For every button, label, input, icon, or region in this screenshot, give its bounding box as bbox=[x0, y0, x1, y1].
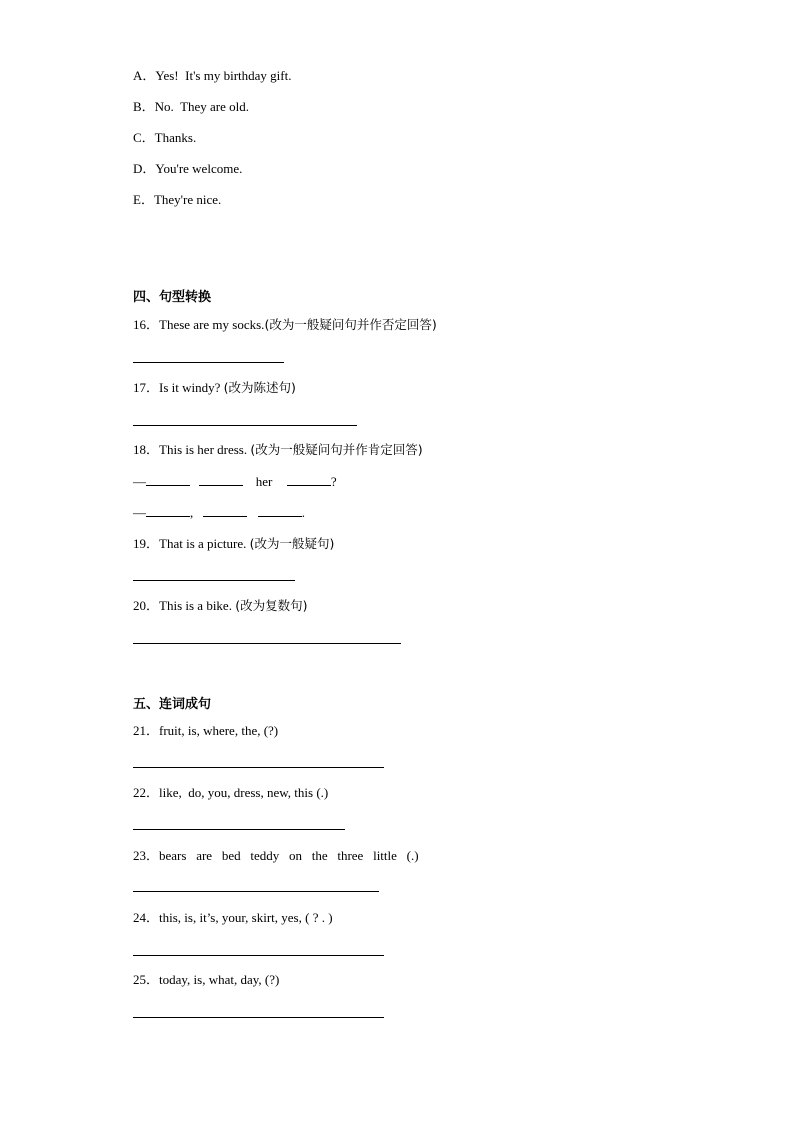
question-21 bbox=[133, 723, 278, 739]
question-text: This is her dress. bbox=[159, 442, 251, 457]
question-number: 23． bbox=[133, 848, 160, 863]
answer-line-20[interactable] bbox=[133, 643, 401, 644]
option-letter: D． bbox=[133, 161, 156, 176]
dash: — bbox=[133, 474, 146, 489]
question-instruction: (改为一般疑问句并作肯定回答) bbox=[250, 442, 423, 457]
question-17 bbox=[133, 380, 296, 396]
option-letter: A． bbox=[133, 68, 156, 83]
answer-18-reply-row bbox=[133, 504, 305, 521]
question-text: bears are bed teddy on the three little (.) bbox=[159, 848, 419, 863]
option-letter: B． bbox=[133, 99, 155, 114]
question-23 bbox=[133, 848, 419, 864]
question-mark: ? bbox=[330, 474, 337, 489]
question-number: 19． bbox=[133, 536, 160, 551]
blank-18e[interactable] bbox=[203, 504, 247, 517]
question-text: this, is, it’s, your, skirt, yes, ( ? . ) bbox=[159, 910, 333, 925]
question-text: like, do, you, dress, new, this (.) bbox=[159, 785, 329, 800]
question-25 bbox=[133, 972, 279, 988]
question-number: 17． bbox=[133, 380, 160, 395]
section-5-title: 五、连词成句 bbox=[133, 697, 212, 712]
question-instruction: (改为一般疑句) bbox=[249, 536, 335, 551]
question-text: today, is, what, day, (?) bbox=[159, 972, 280, 987]
option-text: Thanks. bbox=[154, 130, 197, 145]
answer-line-25[interactable] bbox=[133, 1017, 384, 1018]
question-number: 21． bbox=[133, 723, 160, 738]
question-number: 16． bbox=[133, 317, 160, 332]
answer-line-17[interactable] bbox=[133, 425, 357, 426]
answer-18-question-row bbox=[133, 473, 337, 490]
question-number: 24． bbox=[133, 910, 160, 925]
question-instruction: (改为一般疑问句并作否定回答) bbox=[264, 317, 437, 332]
question-24 bbox=[133, 910, 333, 926]
question-text: These are my socks. bbox=[159, 317, 265, 332]
question-text: fruit, is, where, the, (?) bbox=[159, 723, 279, 738]
option-c bbox=[133, 130, 196, 146]
question-22 bbox=[133, 785, 328, 801]
dash: — bbox=[133, 505, 146, 520]
question-20 bbox=[133, 598, 307, 614]
blank-18d[interactable] bbox=[146, 504, 190, 517]
period: . bbox=[301, 505, 305, 520]
question-text: This is a bike. bbox=[159, 598, 236, 613]
question-19 bbox=[133, 536, 334, 552]
question-number: 18． bbox=[133, 442, 160, 457]
option-letter: C． bbox=[133, 130, 155, 145]
answer-line-23[interactable] bbox=[133, 891, 379, 892]
question-text: Is it windy? bbox=[159, 380, 224, 395]
question-number: 25． bbox=[133, 972, 160, 987]
answer-line-22[interactable] bbox=[133, 829, 345, 830]
question-18 bbox=[133, 442, 423, 458]
blank-18b[interactable] bbox=[199, 473, 243, 486]
question-text: That is a picture. bbox=[159, 536, 250, 551]
option-text: They're nice. bbox=[153, 192, 222, 207]
comma: , bbox=[190, 505, 194, 520]
question-number: 22． bbox=[133, 785, 160, 800]
option-d bbox=[133, 161, 242, 177]
answer-line-21[interactable] bbox=[133, 767, 384, 768]
option-a bbox=[133, 68, 291, 84]
question-instruction: (改为陈述句) bbox=[223, 380, 296, 395]
answer-line-24[interactable] bbox=[133, 955, 384, 956]
option-e bbox=[133, 192, 221, 208]
option-b bbox=[133, 99, 249, 115]
question-number: 20． bbox=[133, 598, 160, 613]
question-16 bbox=[133, 317, 437, 333]
question-instruction: (改为复数句) bbox=[235, 598, 308, 613]
option-text: No. They are old. bbox=[154, 99, 250, 114]
answer-line-19[interactable] bbox=[133, 580, 295, 581]
blank-18c[interactable] bbox=[287, 473, 331, 486]
blank-18a[interactable] bbox=[146, 473, 190, 486]
option-text: Yes! It's my birthday gift. bbox=[155, 68, 292, 83]
answer-line-16[interactable] bbox=[133, 362, 284, 363]
option-letter: E． bbox=[133, 192, 154, 207]
section-4-title: 四、句型转换 bbox=[133, 290, 212, 305]
blank-18f[interactable] bbox=[258, 504, 302, 517]
option-text: You're welcome. bbox=[155, 161, 243, 176]
word-her: her bbox=[255, 474, 273, 489]
